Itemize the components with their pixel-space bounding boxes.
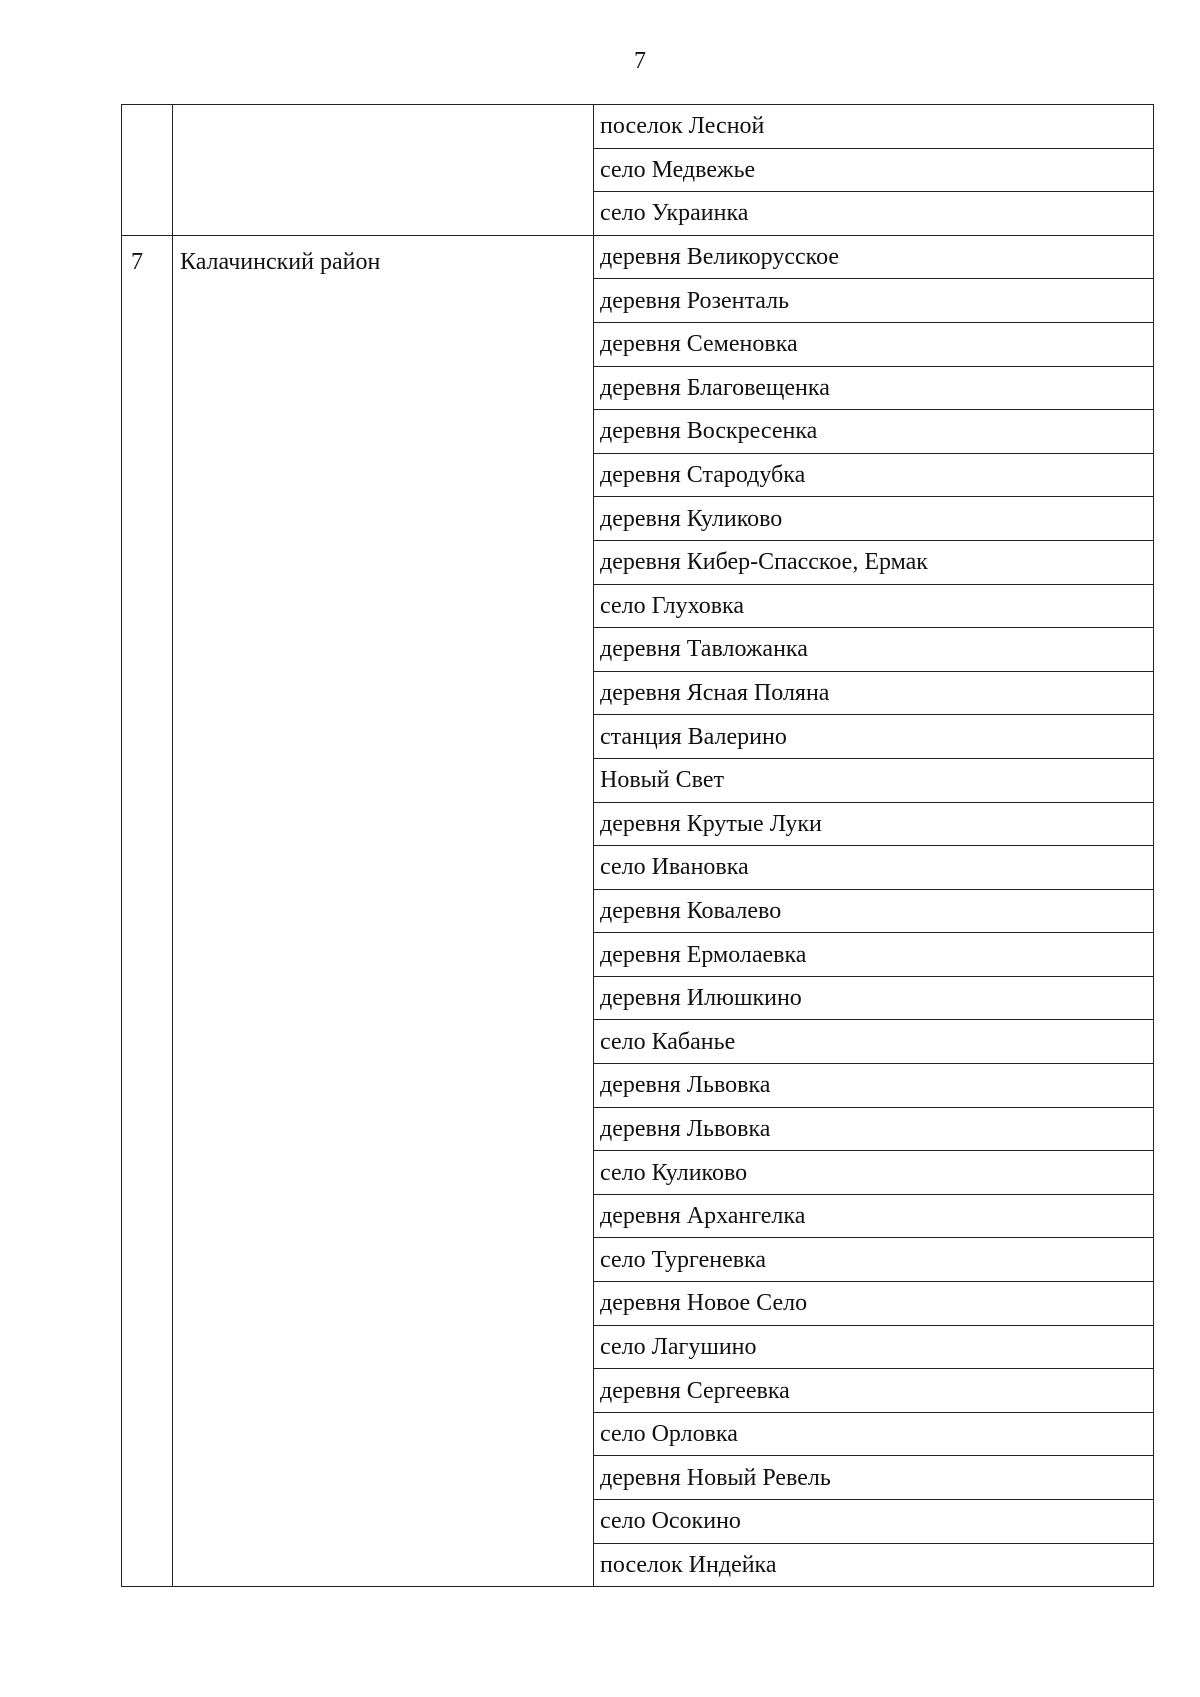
place-cell: село Лагушино	[594, 1325, 1154, 1369]
page-number: 7	[634, 48, 646, 74]
place-cell: село Ивановка	[594, 846, 1154, 890]
place-cell: Новый Свет	[594, 758, 1154, 802]
place-cell: деревня Архангелка	[594, 1194, 1154, 1238]
place-cell: поселок Индейка	[594, 1543, 1154, 1587]
place-cell: деревня Благовещенка	[594, 366, 1154, 410]
place-cell: деревня Львовка	[594, 1107, 1154, 1151]
place-cell: село Куликово	[594, 1151, 1154, 1195]
place-cell: деревня Крутые Луки	[594, 802, 1154, 846]
settlements-table-body	[122, 105, 1154, 1587]
row-number-cell-empty	[122, 105, 173, 236]
place-cell: деревня Великорусское	[594, 235, 1154, 279]
place-cell: деревня Ясная Поляна	[594, 671, 1154, 715]
place-cell: деревня Новый Ревель	[594, 1456, 1154, 1500]
place-cell: село Орловка	[594, 1412, 1154, 1456]
place-cell: деревня Тавложанка	[594, 628, 1154, 672]
table-row	[122, 235, 1154, 279]
place-cell: село Медвежье	[594, 148, 1154, 192]
place-cell: деревня Львовка	[594, 1064, 1154, 1108]
row-number-cell: 7	[122, 235, 173, 1586]
settlements-table	[121, 104, 1154, 1587]
place-cell: деревня Ермолаевка	[594, 933, 1154, 977]
place-cell: деревня Новое Село	[594, 1282, 1154, 1326]
place-cell: деревня Кибер-Спасское, Ермак	[594, 540, 1154, 584]
place-cell: деревня Воскресенка	[594, 410, 1154, 454]
place-cell: село Кабанье	[594, 1020, 1154, 1064]
place-cell: деревня Куликово	[594, 497, 1154, 541]
district-name-cell: Калачинский район	[173, 235, 594, 1586]
place-cell: деревня Илюшкино	[594, 976, 1154, 1020]
place-cell: поселок Лесной	[594, 105, 1154, 149]
place-cell: деревня Сергеевка	[594, 1369, 1154, 1413]
place-cell: село Украинка	[594, 192, 1154, 236]
district-cell-empty	[173, 105, 594, 236]
table-row	[122, 105, 1154, 149]
place-cell: деревня Семеновка	[594, 322, 1154, 366]
place-cell: деревня Розенталь	[594, 279, 1154, 323]
place-cell: село Глуховка	[594, 584, 1154, 628]
place-cell: станция Валерино	[594, 715, 1154, 759]
place-cell: деревня Стародубка	[594, 453, 1154, 497]
place-cell: село Тургеневка	[594, 1238, 1154, 1282]
place-cell: село Осокино	[594, 1500, 1154, 1544]
place-cell: деревня Ковалево	[594, 889, 1154, 933]
